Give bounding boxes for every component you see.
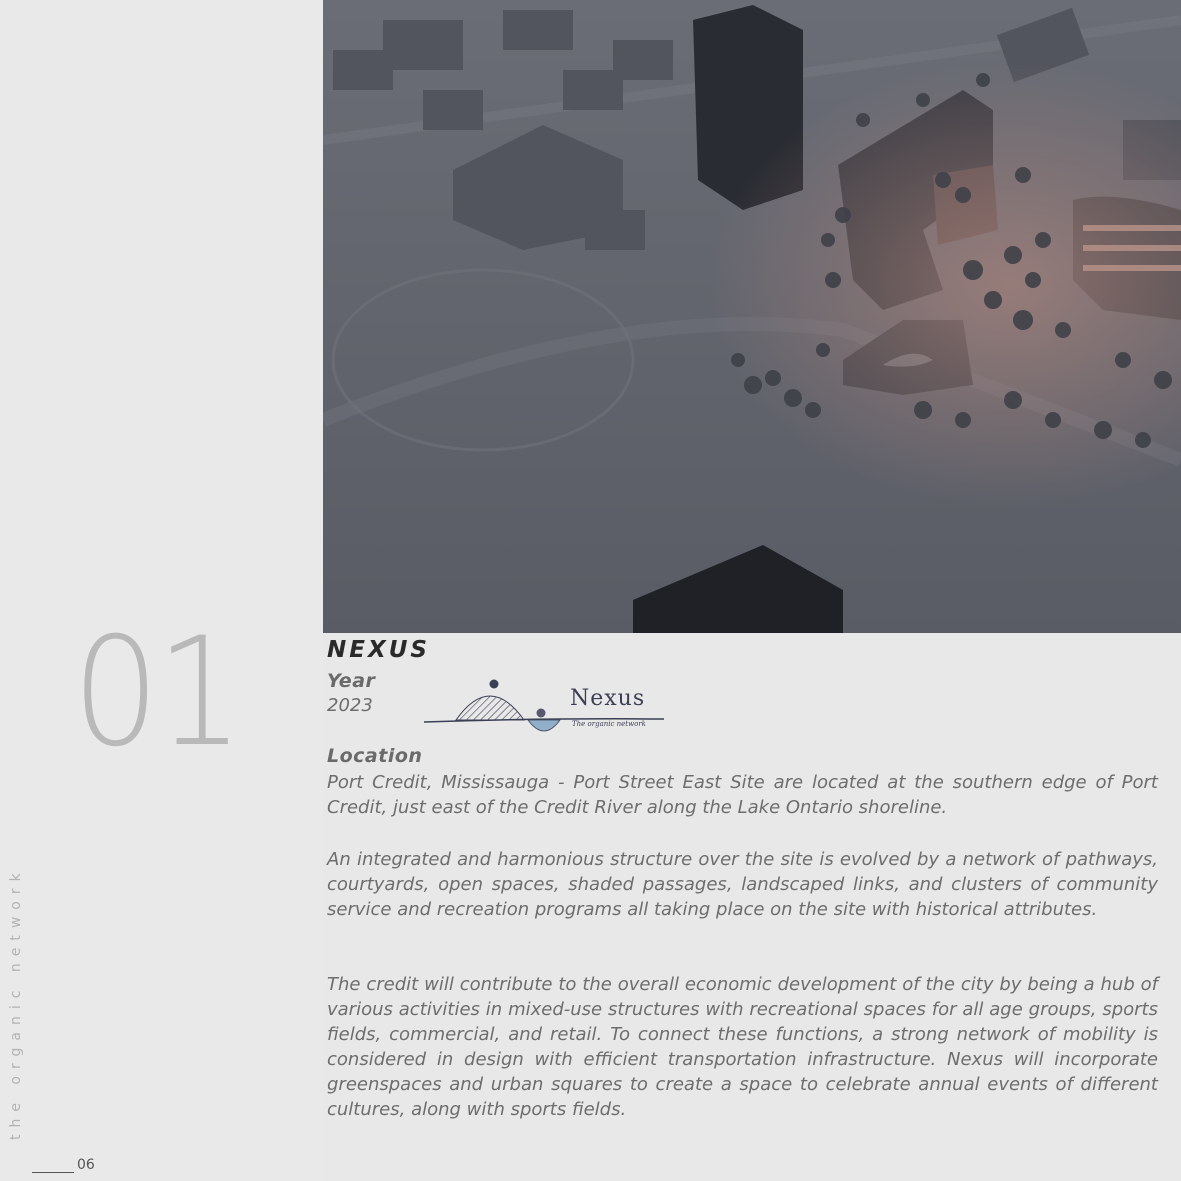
- page-number: 06: [77, 1157, 95, 1173]
- logo-wordmark: Nexus: [570, 686, 646, 711]
- location-label: Location: [327, 745, 423, 767]
- nexus-logo: [420, 674, 670, 740]
- description-paragraph-2: The credit will contribute to the overall economic development of the city by being a hub of various activities in mixed-use structures with recreational spaces for all age groups, sports fields, commercial, and retail. To connect these functions, a strong network of mobility is considered in design with efficient transportation infrastructure. Nexus will incorporate greenspaces and urban squares to create a space to celebrate annual events of different cultures, along with sports fields.: [327, 974, 1158, 1120]
- description-paragraph-1: An integrated and harmonious structure over the site is evolved by a network of pathways, courtyards, open spaces, shaded passages, landscaped links, and clusters of community service and recreation programs all taking place on the site with historical attributes.: [327, 849, 1158, 920]
- year-value: 2023: [327, 695, 373, 716]
- page-number-rule: [32, 1172, 74, 1173]
- year-label: Year: [327, 670, 376, 692]
- left-panel: [0, 0, 323, 1181]
- location-text: Port Credit, Mississauga - Port Street East Site are located at the southern edge of Port Credit, just east of the Credit River along the Lake Ontario shoreline.: [327, 772, 1158, 818]
- section-number: 01: [72, 606, 241, 780]
- logo-tagline: The organic network: [572, 720, 646, 728]
- project-title: NEXUS: [327, 637, 430, 663]
- aerial-site-rendering: [323, 0, 1181, 633]
- vertical-tagline: the organic network: [8, 866, 24, 1140]
